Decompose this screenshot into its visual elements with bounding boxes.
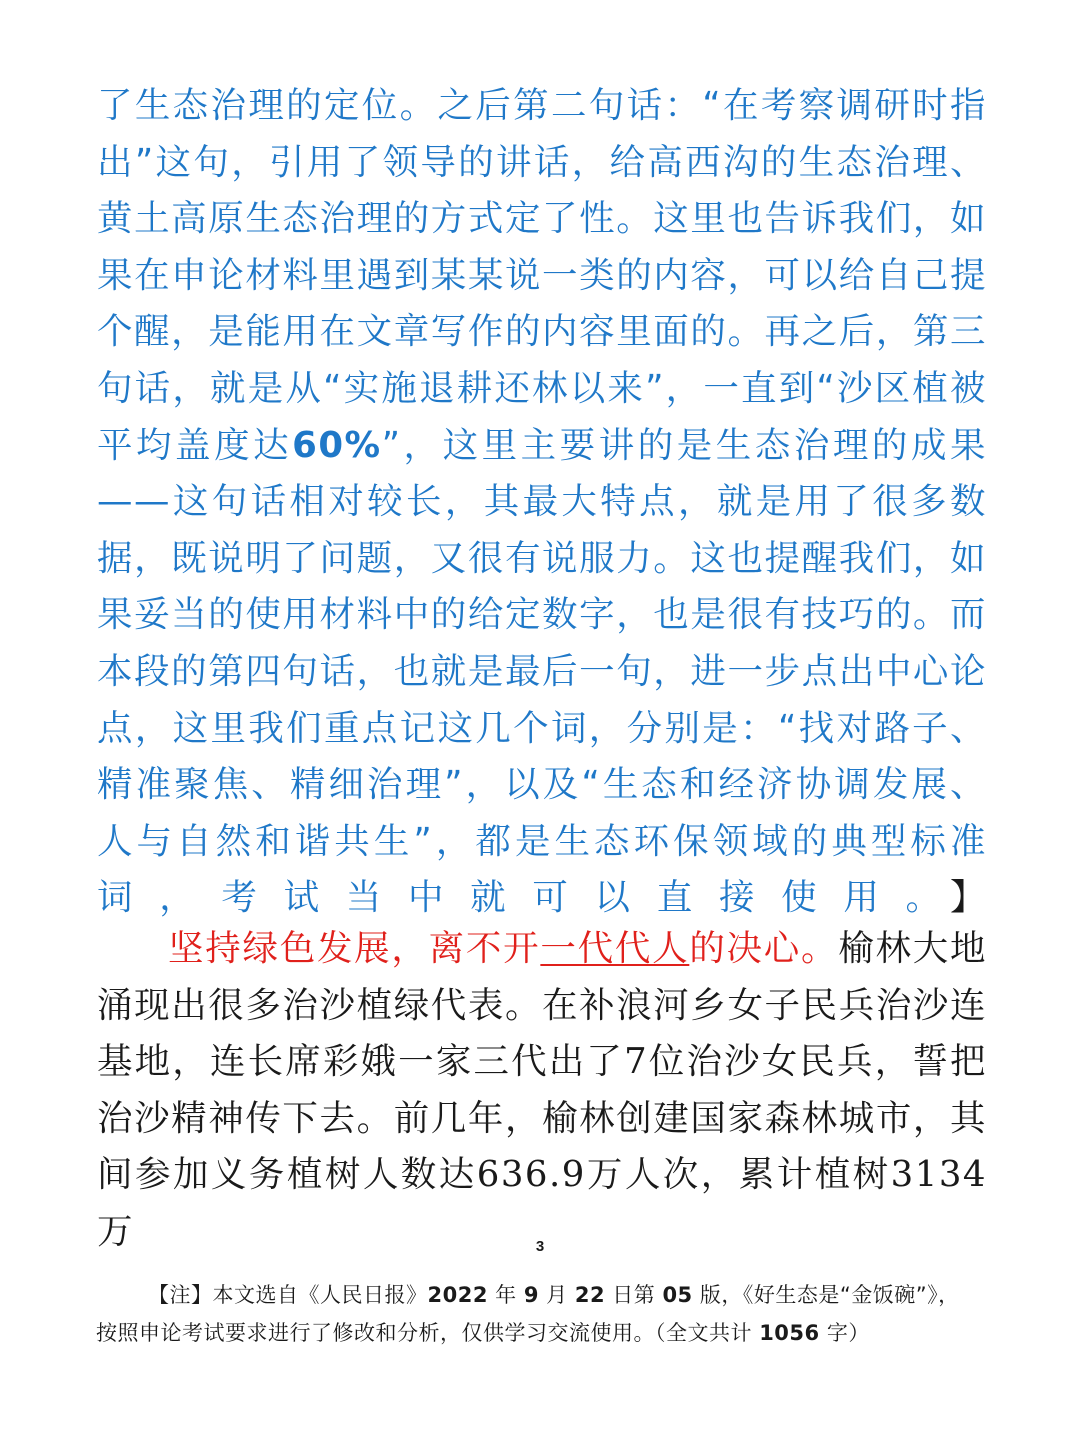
footnote-label: 【注】 bbox=[148, 1283, 213, 1307]
article-lead-underlined: 一代代人 bbox=[540, 928, 690, 969]
footnote-text: 本文选自《人民日报》 bbox=[212, 1283, 428, 1307]
footnote-text: 按照申论考试要求进行了修改和分析，仅供学习交流使用。（全文共计 bbox=[96, 1321, 752, 1345]
analysis-text-part1: 了生态治理的定位。之后第二句话：“在考察调研时指出”这句，引用了领导的讲话，给高西沟的生态治理、黄土高原生态治理的方式定了性。这里也告诉我们，如果在申论材料里遇到某某说一类的内容，可以给自己提个醒，是能用在文章写作的内容里面的。再之后，第三句话，就是从“实施退耕还林以来”，一直到“沙区植被平均盖度达 bbox=[97, 85, 987, 466]
analysis-paragraph bbox=[97, 78, 987, 927]
article-lead-sentence bbox=[168, 928, 838, 969]
footnote-text: 月 bbox=[546, 1283, 568, 1307]
footnote-text: 年 bbox=[495, 1283, 517, 1307]
article-body-text: 榆林大地涌现出很多治沙植绿代表。在补浪河乡女子民兵治沙连基地，连长席彩娥一家三代出了7位治沙女民兵，誓把治沙精神传下去。前几年，榆林创建国家森林城市，其间参加义务植树人数达636.9万人次，累计植树3134万 bbox=[97, 928, 987, 1252]
footnote-text: 日第 bbox=[612, 1283, 656, 1307]
footnote-year: 2022 bbox=[427, 1283, 488, 1307]
footnote-day: 22 bbox=[574, 1283, 606, 1307]
page-number: 3 bbox=[535, 1238, 545, 1255]
analysis-text-part2: ”，这里主要讲的是生态治理的成果——这句话相对较长，其最大特点，就是用了很多数据，既说明了问题，又很有说服力。这也提醒我们，如果妥当的使用材料中的给定数字，也是很有技巧的。而本段的第四句话，也就是最后一句，进一步点出中心论点，这里我们重点记这几个词，分别是：“找对路子、精准聚焦、精细治理”，以及“生态和经济协调发展、人与自然和谐共生”，都是生态环保领域的典型标准词，考试当中就可以直接使用。 bbox=[97, 424, 987, 919]
footnote-line-2 bbox=[96, 1315, 988, 1351]
article-lead-part2: 的决心。 bbox=[689, 928, 839, 969]
analysis-end-bracket: 】 bbox=[949, 877, 987, 919]
footnote-text: 字） bbox=[826, 1321, 870, 1345]
footnote-word-count: 1056 bbox=[759, 1321, 820, 1345]
article-lead-part1: 坚持绿色发展，离不开 bbox=[168, 928, 541, 969]
footnote-edition: 05 bbox=[662, 1283, 693, 1307]
footnote-text: 版，《好生态是“金饭碗”》， bbox=[699, 1283, 960, 1307]
analysis-bold-number: 60% bbox=[292, 424, 382, 466]
footnote-month: 9 bbox=[523, 1283, 539, 1307]
footnote-line-1 bbox=[96, 1277, 988, 1313]
article-paragraph bbox=[97, 921, 987, 1261]
